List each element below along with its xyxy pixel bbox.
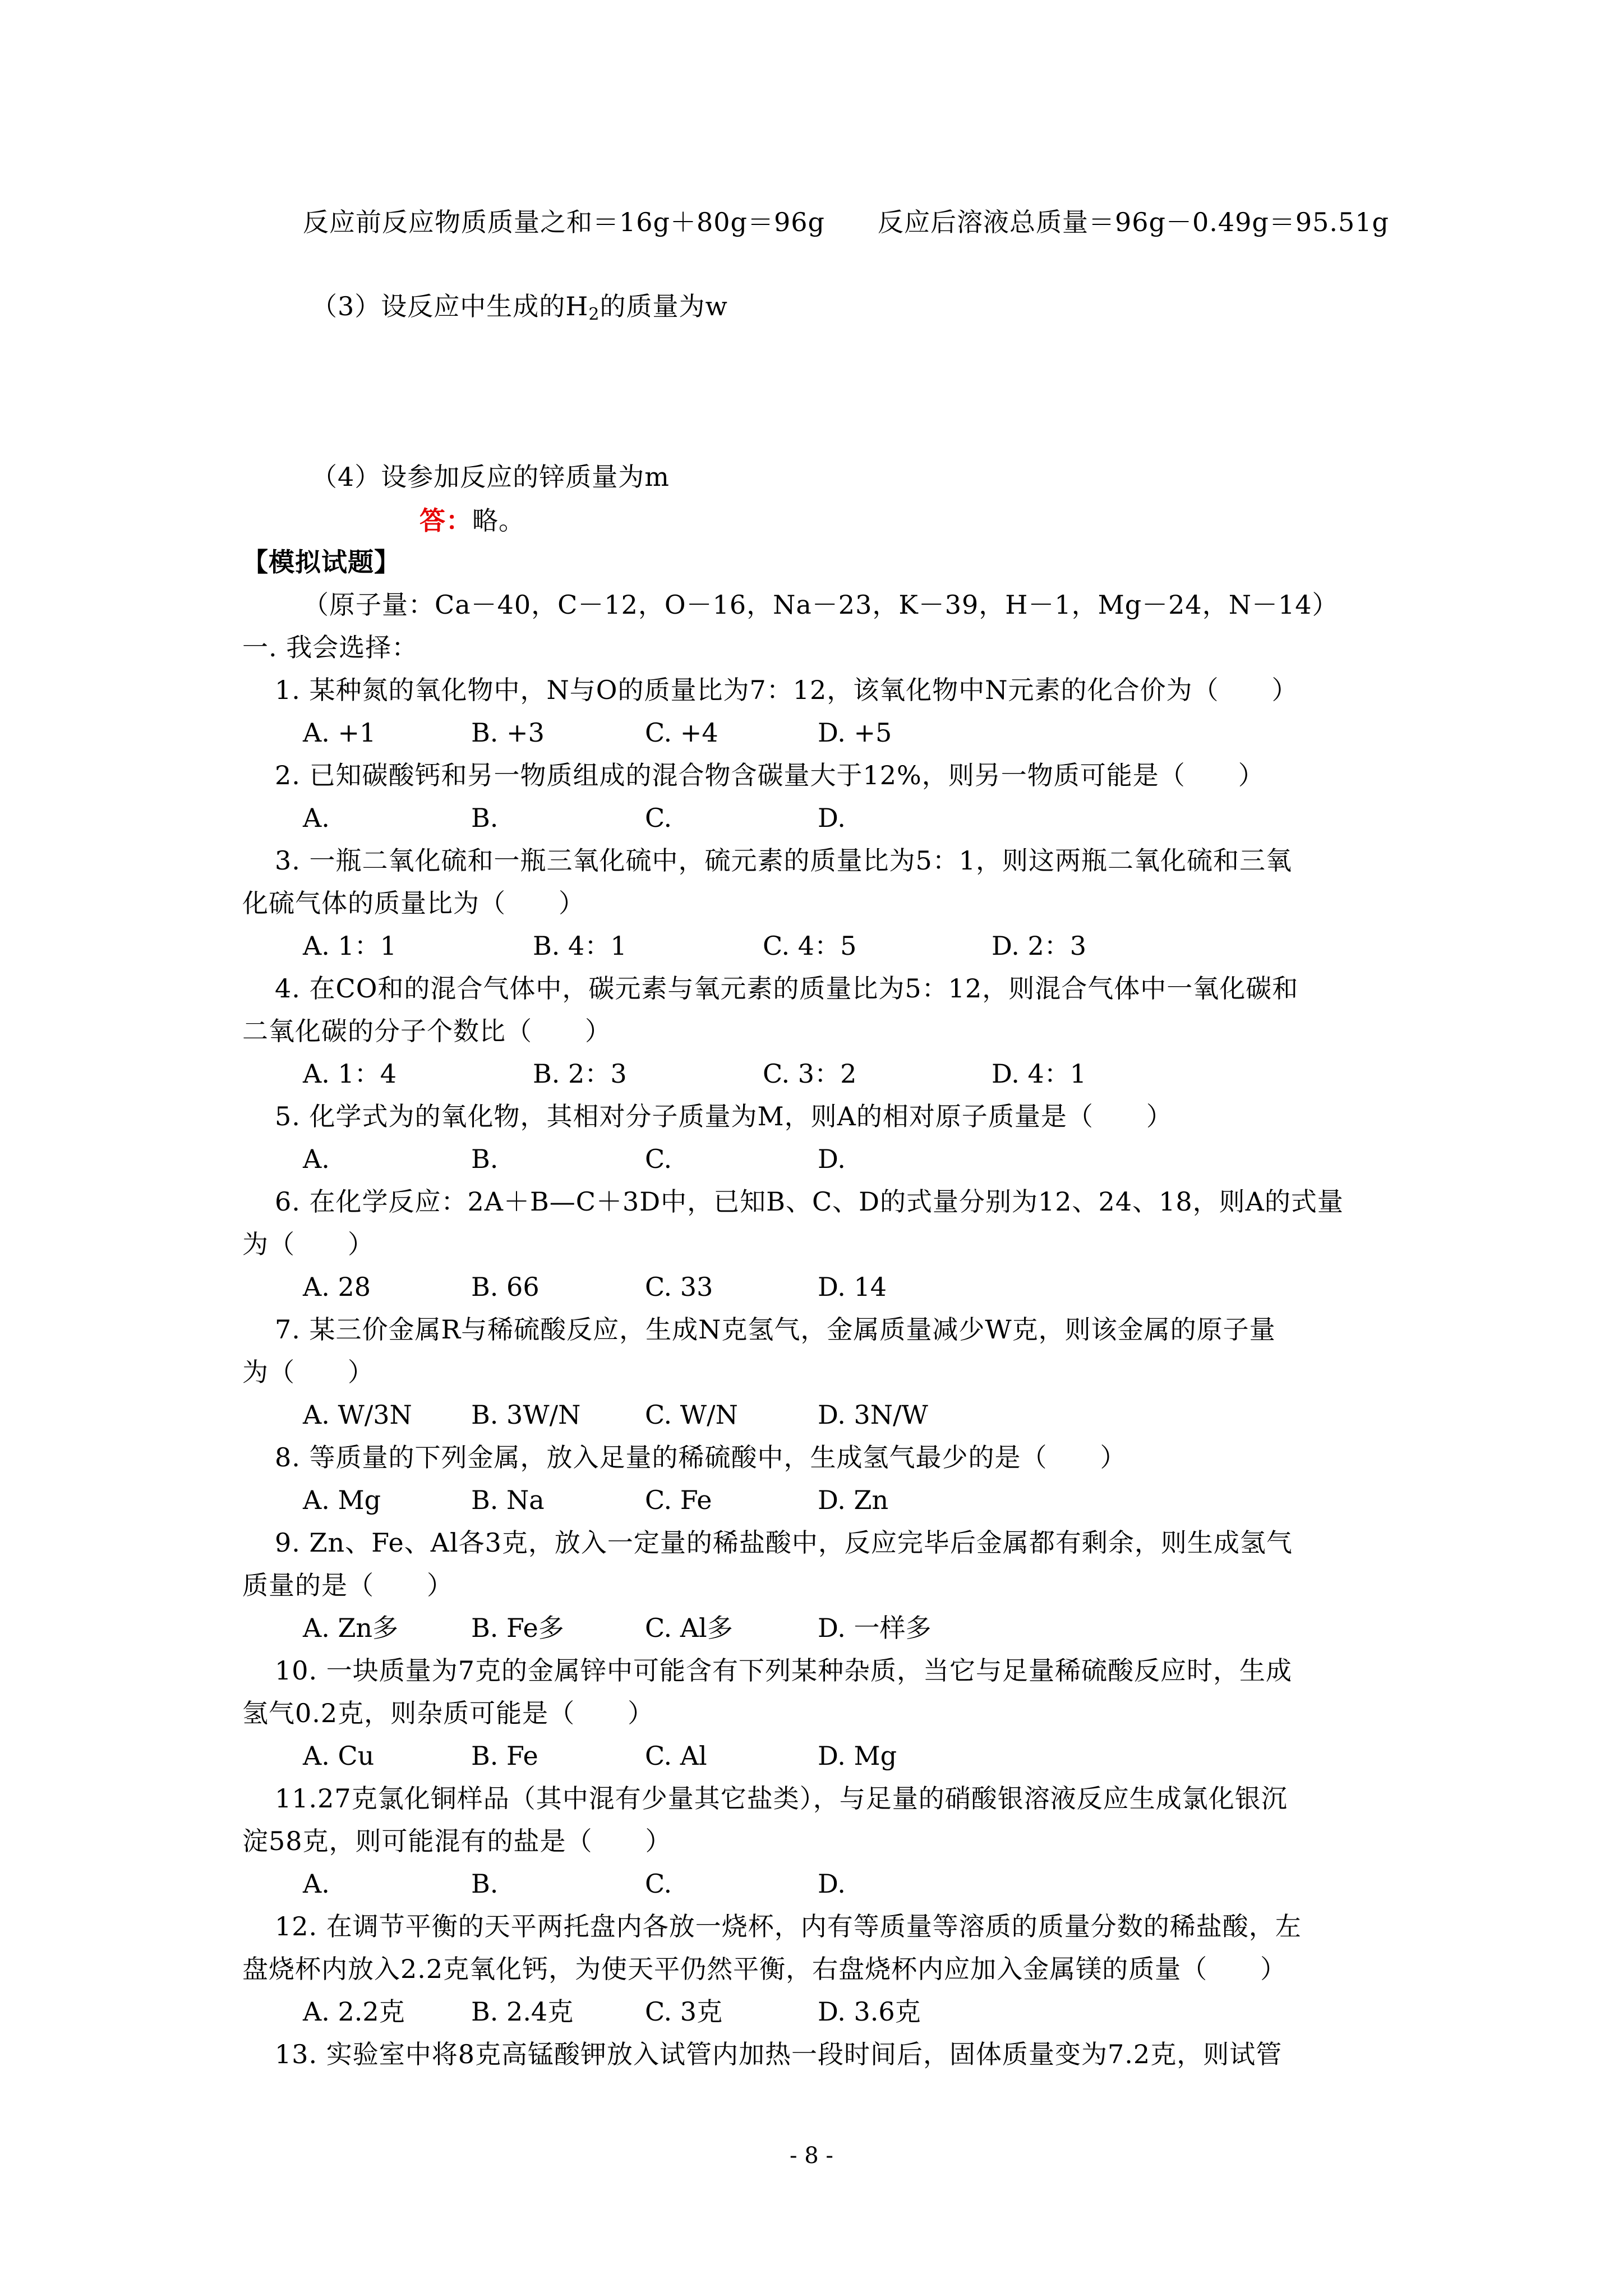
question-4-option-d[interactable]: D. 4：1 bbox=[992, 1059, 1087, 1089]
question-3-option-a[interactable]: A. 1：1 bbox=[303, 931, 396, 961]
atomic-masses-note: （原子量：Ca－40，C－12，O－16，Na－23，K－39，H－1，Mg－24，N－14） bbox=[303, 590, 1339, 620]
question-4-option-b[interactable]: B. 2：3 bbox=[533, 1059, 627, 1089]
question-10-option-b[interactable]: B. Fe bbox=[471, 1741, 538, 1771]
step-3-text: （3）设反应中生成的$H_2$的质量为w bbox=[311, 291, 728, 324]
question-5-option-c[interactable]: C. bbox=[645, 1144, 672, 1174]
question-3-line-1: 3. 一瓶二氧化硫和一瓶三氧化硫中，硫元素的质量比为5：1，则这两瓶二氧化硫和三氧 bbox=[275, 845, 1293, 876]
question-3-line-2: 化硫气体的质量比为（ ） bbox=[242, 888, 585, 918]
answer-text: 略。 bbox=[472, 505, 525, 536]
question-11-option-a[interactable]: A. bbox=[303, 1869, 330, 1899]
question-4-line-2: 二氧化碳的分子个数比（ ） bbox=[242, 1016, 611, 1046]
question-2-option-b[interactable]: B. bbox=[471, 803, 499, 833]
question-9-option-d[interactable]: D. 一样多 bbox=[818, 1613, 932, 1643]
question-9-line-1: 9. Zn、Fe、Al各3克，放入一定量的稀盐酸中，反应完毕后金属都有剩余，则生成氢气 bbox=[275, 1527, 1293, 1558]
question-2-options bbox=[303, 801, 1368, 835]
question-12-option-b[interactable]: B. 2.4克 bbox=[471, 1996, 574, 2027]
question-7-line-2: 为（ ） bbox=[242, 1357, 374, 1387]
question-12-line-2: 盘烧杯内放入2.2克氧化钙，为使天平仍然平衡，右盘烧杯内应加入金属镁的质量（ ） bbox=[242, 1954, 1287, 1984]
question-5-line-1: 5. 化学式为的氧化物，其相对分子质量为M，则A的相对原子质量是（ ） bbox=[275, 1101, 1173, 1131]
question-1-option-c[interactable]: C. +4 bbox=[645, 717, 718, 748]
question-8-option-a[interactable]: A. Mg bbox=[303, 1485, 381, 1515]
question-7-option-c[interactable]: C. W/N bbox=[645, 1400, 738, 1430]
question-5-options bbox=[303, 1142, 1368, 1176]
section-title: 【模拟试题】 bbox=[242, 547, 400, 577]
question-6-options bbox=[303, 1270, 1368, 1304]
answer-label: 答： bbox=[419, 505, 472, 536]
question-1-options bbox=[303, 716, 1368, 749]
question-10-line-1: 10. 一块质量为7克的金属锌中可能含有下列某种杂质，当它与足量稀硫酸反应时，生成 bbox=[275, 1655, 1293, 1686]
question-1-option-d[interactable]: D. +5 bbox=[818, 717, 892, 748]
question-4-options bbox=[303, 1057, 1368, 1091]
step-4-text: （4）设参加反应的锌质量为m bbox=[311, 462, 670, 492]
question-11-line-2: 淀58克，则可能混有的盐是（ ） bbox=[242, 1826, 672, 1856]
question-9-option-b[interactable]: B. Fe多 bbox=[471, 1613, 564, 1643]
question-7-option-d[interactable]: D. 3N/W bbox=[818, 1400, 928, 1430]
question-5-option-b[interactable]: B. bbox=[471, 1144, 499, 1174]
question-6-option-c[interactable]: C. 33 bbox=[645, 1272, 713, 1302]
question-7-line-1: 7. 某三价金属R与稀硫酸反应，生成N克氢气，金属质量减少W克，则该金属的原子量 bbox=[275, 1314, 1276, 1345]
question-2-line-1: 2. 已知碳酸钙和另一物质组成的混合物含碳量大于12%，则另一物质可能是（ ） bbox=[275, 760, 1265, 790]
question-1-line-1: 1. 某种氮的氧化物中，N与O的质量比为7：12，该氧化物中N元素的化合价为（ ） bbox=[275, 675, 1298, 705]
question-6-line-2: 为（ ） bbox=[242, 1229, 374, 1259]
question-6-option-d[interactable]: D. 14 bbox=[818, 1272, 887, 1302]
question-10-options bbox=[303, 1739, 1368, 1773]
question-5-option-a[interactable]: A. bbox=[303, 1144, 330, 1174]
question-11-option-b[interactable]: B. bbox=[471, 1869, 499, 1899]
question-7-option-b[interactable]: B. 3W/N bbox=[471, 1400, 581, 1430]
question-8-options bbox=[303, 1483, 1368, 1517]
question-2-option-a[interactable]: A. bbox=[303, 803, 330, 833]
question-5-option-d[interactable]: D. bbox=[818, 1144, 846, 1174]
question-12-option-a[interactable]: A. 2.2克 bbox=[303, 1996, 405, 2027]
mass-before-line: 反应前反应物质质量之和＝16g＋80g＝96g bbox=[303, 207, 825, 237]
mass-after-line: 反应后溶液总质量＝96g－0.49g＝95.51g bbox=[878, 207, 1389, 237]
question-10-option-c[interactable]: C. Al bbox=[645, 1741, 707, 1771]
answer-line bbox=[419, 504, 525, 537]
page-number: - 8 - bbox=[790, 2143, 833, 2169]
question-7-options bbox=[303, 1398, 1368, 1432]
question-12-line-1: 12. 在调节平衡的天平两托盘内各放一烧杯，内有等质量等溶质的质量分数的稀盐酸，左 bbox=[275, 1911, 1302, 1941]
question-4-option-a[interactable]: A. 1：4 bbox=[303, 1059, 396, 1089]
question-6-line-1: 6. 在化学反应：2A＋B—C＋3D中，已知B、C、D的式量分别为12、24、18，则A的式量 bbox=[275, 1186, 1344, 1217]
question-3-option-c[interactable]: C. 4：5 bbox=[763, 931, 857, 961]
question-1-option-b[interactable]: B. +3 bbox=[471, 717, 545, 748]
question-11-line-1: 11.27克氯化铜样品（其中混有少量其它盐类），与足量的硝酸银溶液反应生成氯化银沉 bbox=[275, 1783, 1288, 1814]
question-13-line-1: 13. 实验室中将8克高锰酸钾放入试管内加热一段时间后，固体质量变为7.2克，则试管 bbox=[275, 2039, 1283, 2069]
question-3-options bbox=[303, 929, 1368, 963]
question-9-option-a[interactable]: A. Zn多 bbox=[303, 1613, 399, 1643]
question-4-option-c[interactable]: C. 3：2 bbox=[763, 1059, 857, 1089]
question-8-option-d[interactable]: D. Zn bbox=[818, 1485, 889, 1515]
question-10-line-2: 氢气0.2克，则杂质可能是（ ） bbox=[242, 1698, 654, 1728]
question-10-option-a[interactable]: A. Cu bbox=[303, 1741, 375, 1771]
question-2-option-c[interactable]: C. bbox=[645, 803, 672, 833]
question-8-line-1: 8. 等质量的下列金属，放入足量的稀硫酸中，生成氢气最少的是（ ） bbox=[275, 1442, 1127, 1473]
question-8-option-c[interactable]: C. Fe bbox=[645, 1485, 712, 1515]
question-3-option-d[interactable]: D. 2：3 bbox=[992, 931, 1087, 961]
question-12-options bbox=[303, 1995, 1368, 2028]
question-12-option-c[interactable]: C. 3克 bbox=[645, 1996, 723, 2027]
question-6-option-b[interactable]: B. 66 bbox=[471, 1272, 540, 1302]
question-11-option-c[interactable]: C. bbox=[645, 1869, 672, 1899]
question-9-option-c[interactable]: C. Al多 bbox=[645, 1613, 733, 1643]
question-10-option-d[interactable]: D. Mg bbox=[818, 1741, 897, 1771]
question-7-option-a[interactable]: A. W/3N bbox=[303, 1400, 412, 1430]
question-11-option-d[interactable]: D. bbox=[818, 1869, 846, 1899]
question-9-options bbox=[303, 1611, 1368, 1645]
question-9-line-2: 质量的是（ ） bbox=[242, 1570, 453, 1600]
question-8-option-b[interactable]: B. Na bbox=[471, 1485, 545, 1515]
question-6-option-a[interactable]: A. 28 bbox=[303, 1272, 371, 1302]
question-12-option-d[interactable]: D. 3.6克 bbox=[818, 1996, 921, 2027]
question-3-option-b[interactable]: B. 4：1 bbox=[533, 931, 627, 961]
question-1-option-a[interactable]: A. +1 bbox=[303, 717, 376, 748]
question-4-line-1: 4. 在CO和的混合气体中，碳元素与氧元素的质量比为5：12，则混合气体中一氧化碳和 bbox=[275, 973, 1299, 1004]
question-11-options bbox=[303, 1867, 1368, 1901]
question-2-option-d[interactable]: D. bbox=[818, 803, 846, 833]
part-one-heading: 一. 我会选择： bbox=[242, 632, 418, 662]
